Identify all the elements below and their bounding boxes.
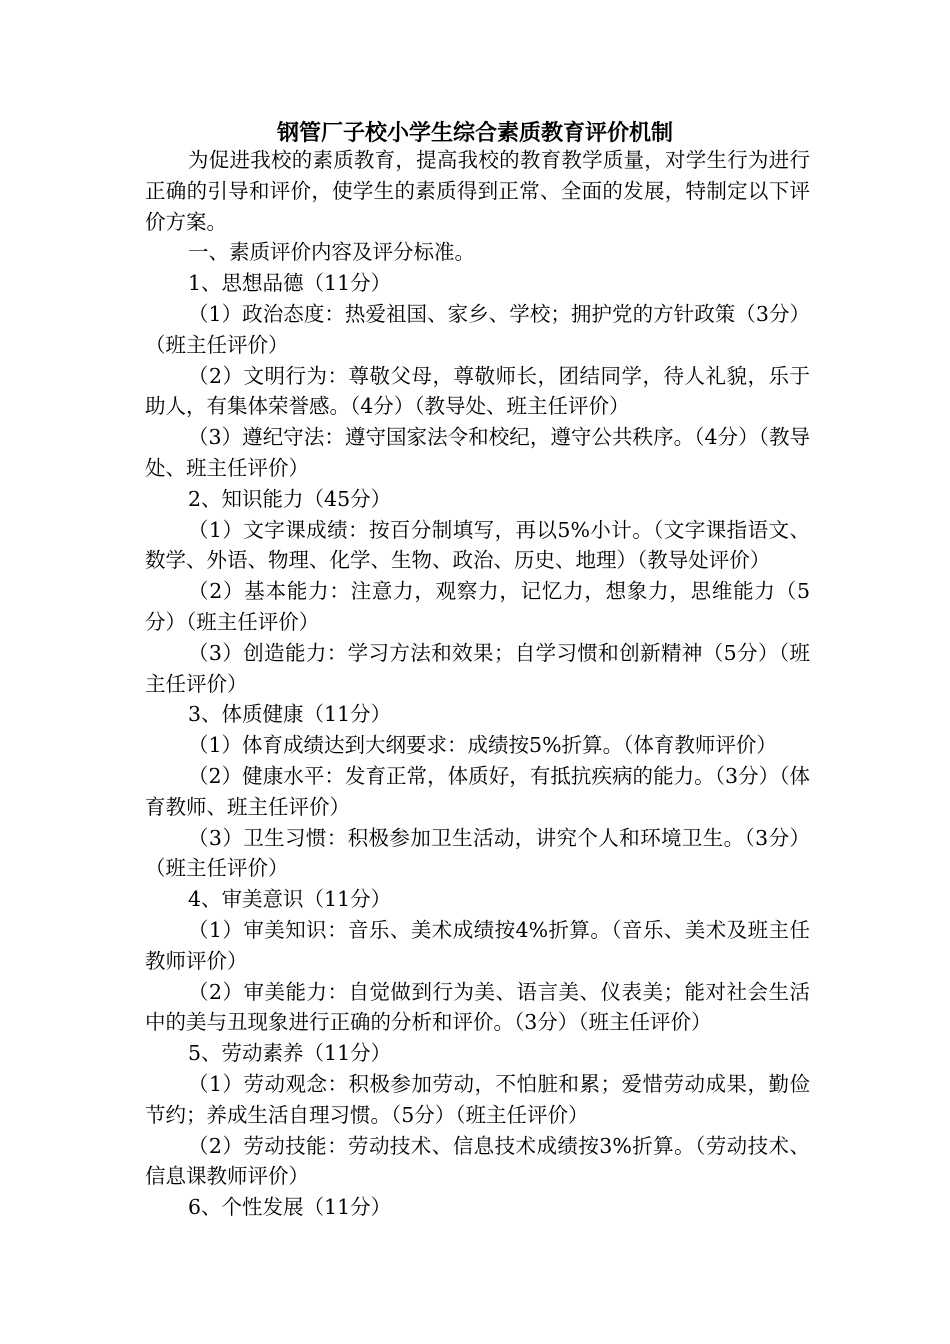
category-heading-personality: 6、个性发展（11分） (188, 1195, 392, 1220)
criterion-item: （1）劳动观念：积极参加劳动，不怕脏和累；爱惜劳动成果，勤俭节约；养成生活自理习惯。（5分）（班主任评价） (145, 1071, 810, 1127)
category-heading-health: 3、体质健康（11分） (188, 702, 392, 727)
criterion-item: （2）文明行为：尊敬父母，尊敬师长，团结同学，待人礼貌，乐于助人，有集体荣誉感。（4分）（教导处、班主任评价） (145, 363, 810, 419)
criterion-item: （3）卫生习惯：积极参加卫生活动，讲究个人和环境卫生。（3分）（班主任评价） (145, 825, 810, 881)
category-heading-moral: 1、思想品德（11分） (188, 271, 392, 296)
criterion-item: （1）审美知识：音乐、美术成绩按4%折算。（音乐、美术及班主任教师评价） (145, 917, 810, 973)
criterion-item: （2）健康水平：发育正常，体质好，有抵抗疾病的能力。（3分）（体育教师、班主任评价） (145, 763, 810, 819)
criterion-item: （2）基本能力：注意力，观察力，记忆力，想象力，思维能力（5分）（班主任评价） (145, 579, 810, 634)
category-heading-labor: 5、劳动素养（11分） (188, 1041, 392, 1066)
criterion-item: （2）劳动技能：劳动技术、信息技术成绩按3%折算。（劳动技术、信息课教师评价） (145, 1133, 810, 1189)
criterion-item: （3）创造能力：学习方法和效果；自学习惯和创新精神（5分）（班主任评价） (145, 640, 810, 696)
criterion-item: （3）遵纪守法：遵守国家法令和校纪，遵守公共秩序。（4分）（教导处、班主任评价） (145, 425, 810, 480)
document-body (145, 145, 810, 1223)
criterion-item: （1）政治态度：热爱祖国、家乡、学校；拥护党的方针政策（3分）（班主任评价） (145, 301, 810, 357)
category-heading-knowledge: 2、知识能力（45分） (188, 486, 392, 511)
criterion-item: （1）体育成绩达到大纲要求：成绩按5%折算。（体育教师评价） (188, 733, 777, 758)
criterion-item: （2）审美能力：自觉做到行为美、语言美、仪表美；能对社会生活中的美与丑现象进行正确的分析和评价。（3分）（班主任评价） (145, 979, 810, 1035)
document-title: 钢管厂子校小学生综合素质教育评价机制 (276, 120, 673, 146)
intro-paragraph: 为促进我校的素质教育，提高我校的教育教学质量，对学生行为进行正确的引导和评价，使学生的素质得到正常、全面的发展，特制定以下评价方案。 (145, 148, 810, 234)
section-heading: 一、素质评价内容及评分标准。 (188, 240, 475, 265)
category-heading-aesthetics: 4、审美意识（11分） (188, 887, 392, 912)
criterion-item: （1）文字课成绩：按百分制填写，再以5%小计。（文字课指语文、数学、外语、物理、化学、生物、政治、历史、地理）（教导处评价） (145, 517, 810, 573)
